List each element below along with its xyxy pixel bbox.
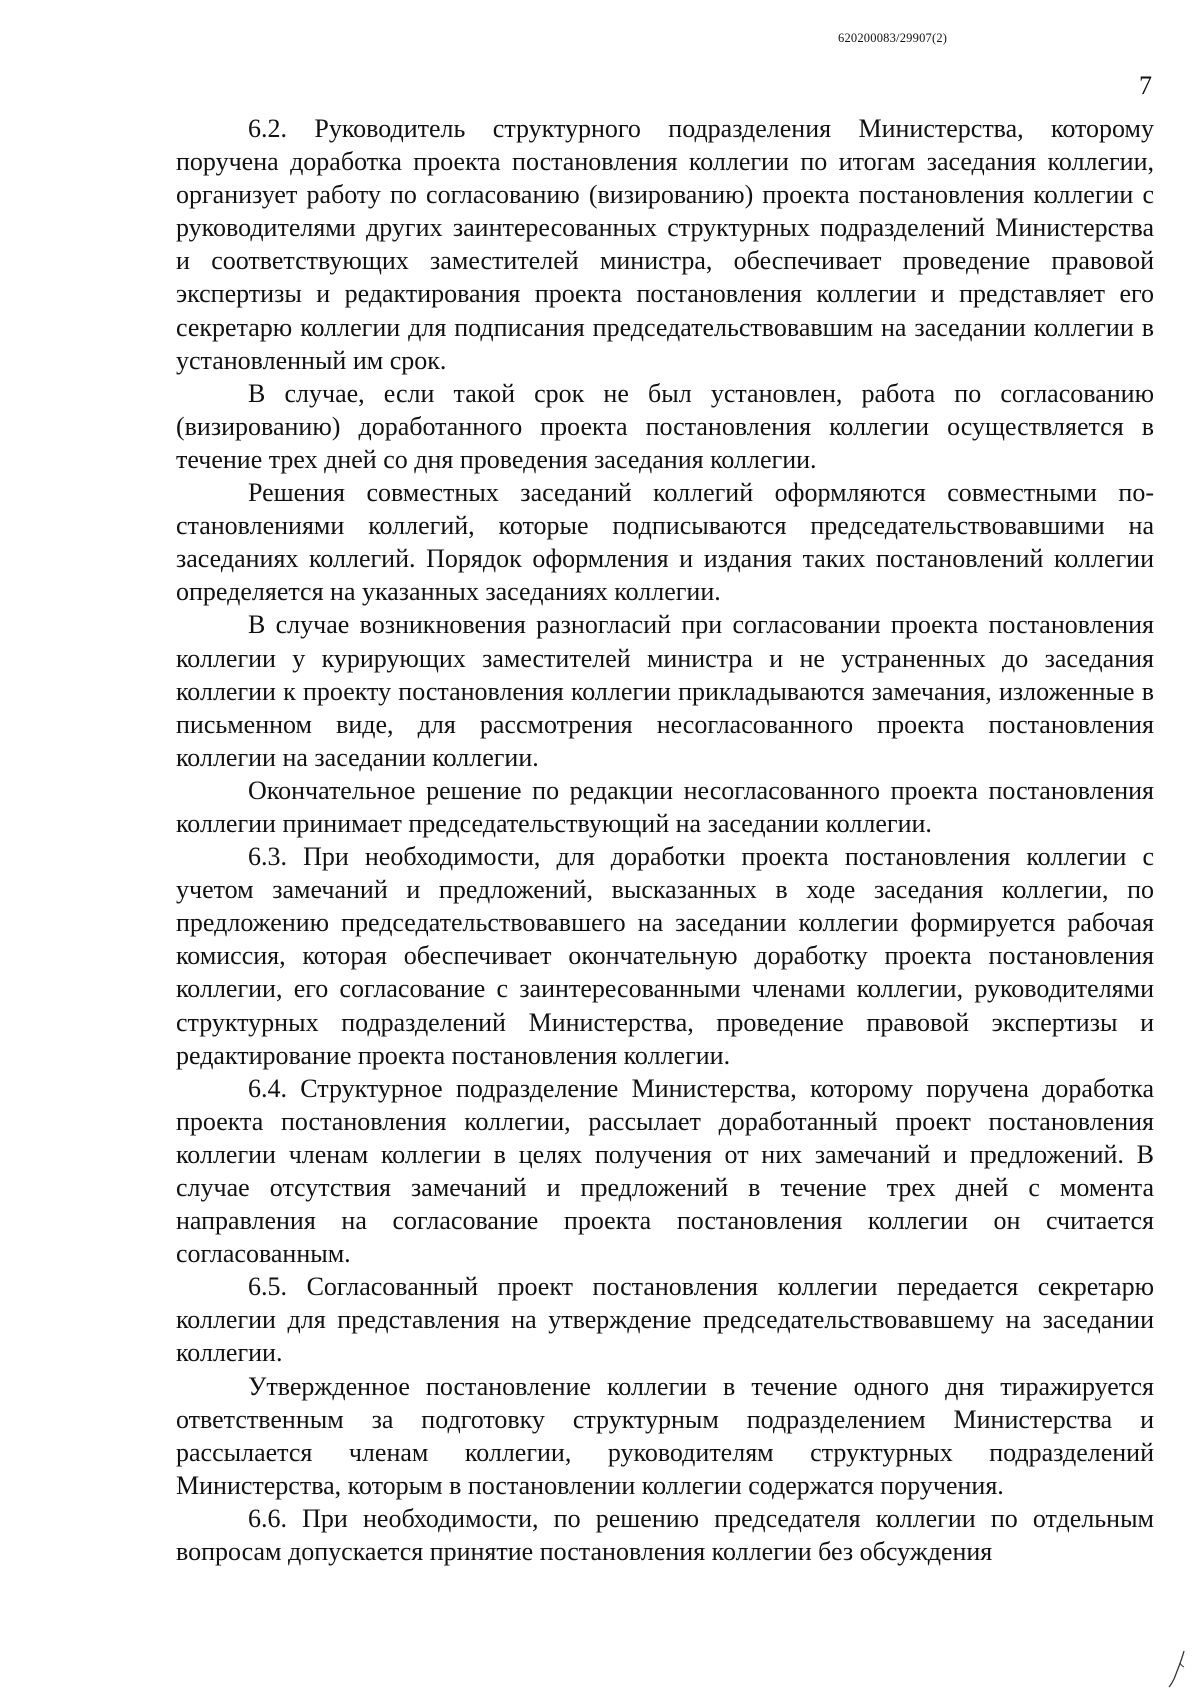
paragraph-deadline-not-set: В случае, если такой срок не был установлен, работа по согласованию (визированию) доработанного проекта постановления коллегии осуществляется в течение трех дней со дня проведения заседания коллегии. [176,378,1154,474]
document-id: 620200083/29907(2) [838,31,948,45]
paragraph-approved-resolution: Утвержденное постановление коллегии в течение одного дня тиражируется ответственным за подготовку структурным подразделением Министерства и рассылается членам коллегии, руководителям структурных подразделений Министерства, которым в постановлении коллегии содержатся поручения. [176,1371,1154,1500]
paragraph-6-5: 6.5. Согласованный проект постановления коллегии передается секретарю коллегии для представления на утверждение председательствовавшему на заседании коллегии. [176,1272,1154,1368]
document-body [176,112,1154,1568]
paragraph-6-3: 6.3. При необходимости, для доработки проекта постановления коллегии с учетом замечаний и предложений, высказанных в ходе заседания коллегии, по предложению председательствовавшего на заседании коллегии формируется рабочая комиссия, которая обеспечивает окончательную доработку проекта постановления коллегии, его согласование с заинтересованными членами коллегии, руководителями структурных подразделений Министерства, проведение правовой экспертизы и редактирование проекта постановления коллегии. [176,842,1154,1070]
paragraph-final-decision: Окончательное решение по редакции несогласованного проекта постановления коллегии принимает председательствующий на заседании коллегии. [176,775,1154,838]
paragraph-6-2: 6.2. Руководитель структурного подразделения Министерства, которому поручена доработка проекта постановления коллегии по итогам заседания коллегии, организует работу по согласованию (визированию) проекта постановления коллегии с руководителями других заинтересованных структурных подразделений Министерства и соответствующих заместителей министра, обеспечивает проведение правовой экспертизы и редактирования проекта постановления коллегии и представляет его секретарю коллегии для подписания председательствовавшим на заседании коллегии в установленный им срок. [176,114,1154,375]
paragraph-disagreements: В случае возникновения разногласий при согласовании проекта постановления коллегии у курирующих заместителей министра и не устраненных до заседания коллегии к проекту постановления коллегии прикладываются замечания, изложенные в письменном виде, для рассмотрения несогласованного проекта постановления коллегии на заседании коллегии. [176,610,1154,772]
page-number: 7 [1139,71,1152,100]
paragraph-6-6: 6.6. При необходимости, по решению председателя коллегии по отдельным вопросам допускается принятие постановления коллегии без обсуждения [176,1503,1154,1567]
paragraph-6-4: 6.4. Структурное подразделение Министерства, которому поручена доработка проекта постановления коллегии, рассылает доработанный проект постановления коллегии членам коллегии в целях получения от них замечаний и предложений. В случае отсутствия замечаний и предложений в течение трех дней с момента направления на согласование проекта постановления коллегии он считается согласованным. [176,1073,1154,1269]
paragraph-joint-meetings: Решения совместных заседаний коллегий оформляются совместными постановлениями коллегий, которые подписываются председательствовавшими на заседаниях коллегий. Порядок оформления и издания таких постановлений коллегии определяется на указанных заседаниях коллегии. [176,478,1154,607]
pen-mark-icon [1166,1649,1190,1689]
